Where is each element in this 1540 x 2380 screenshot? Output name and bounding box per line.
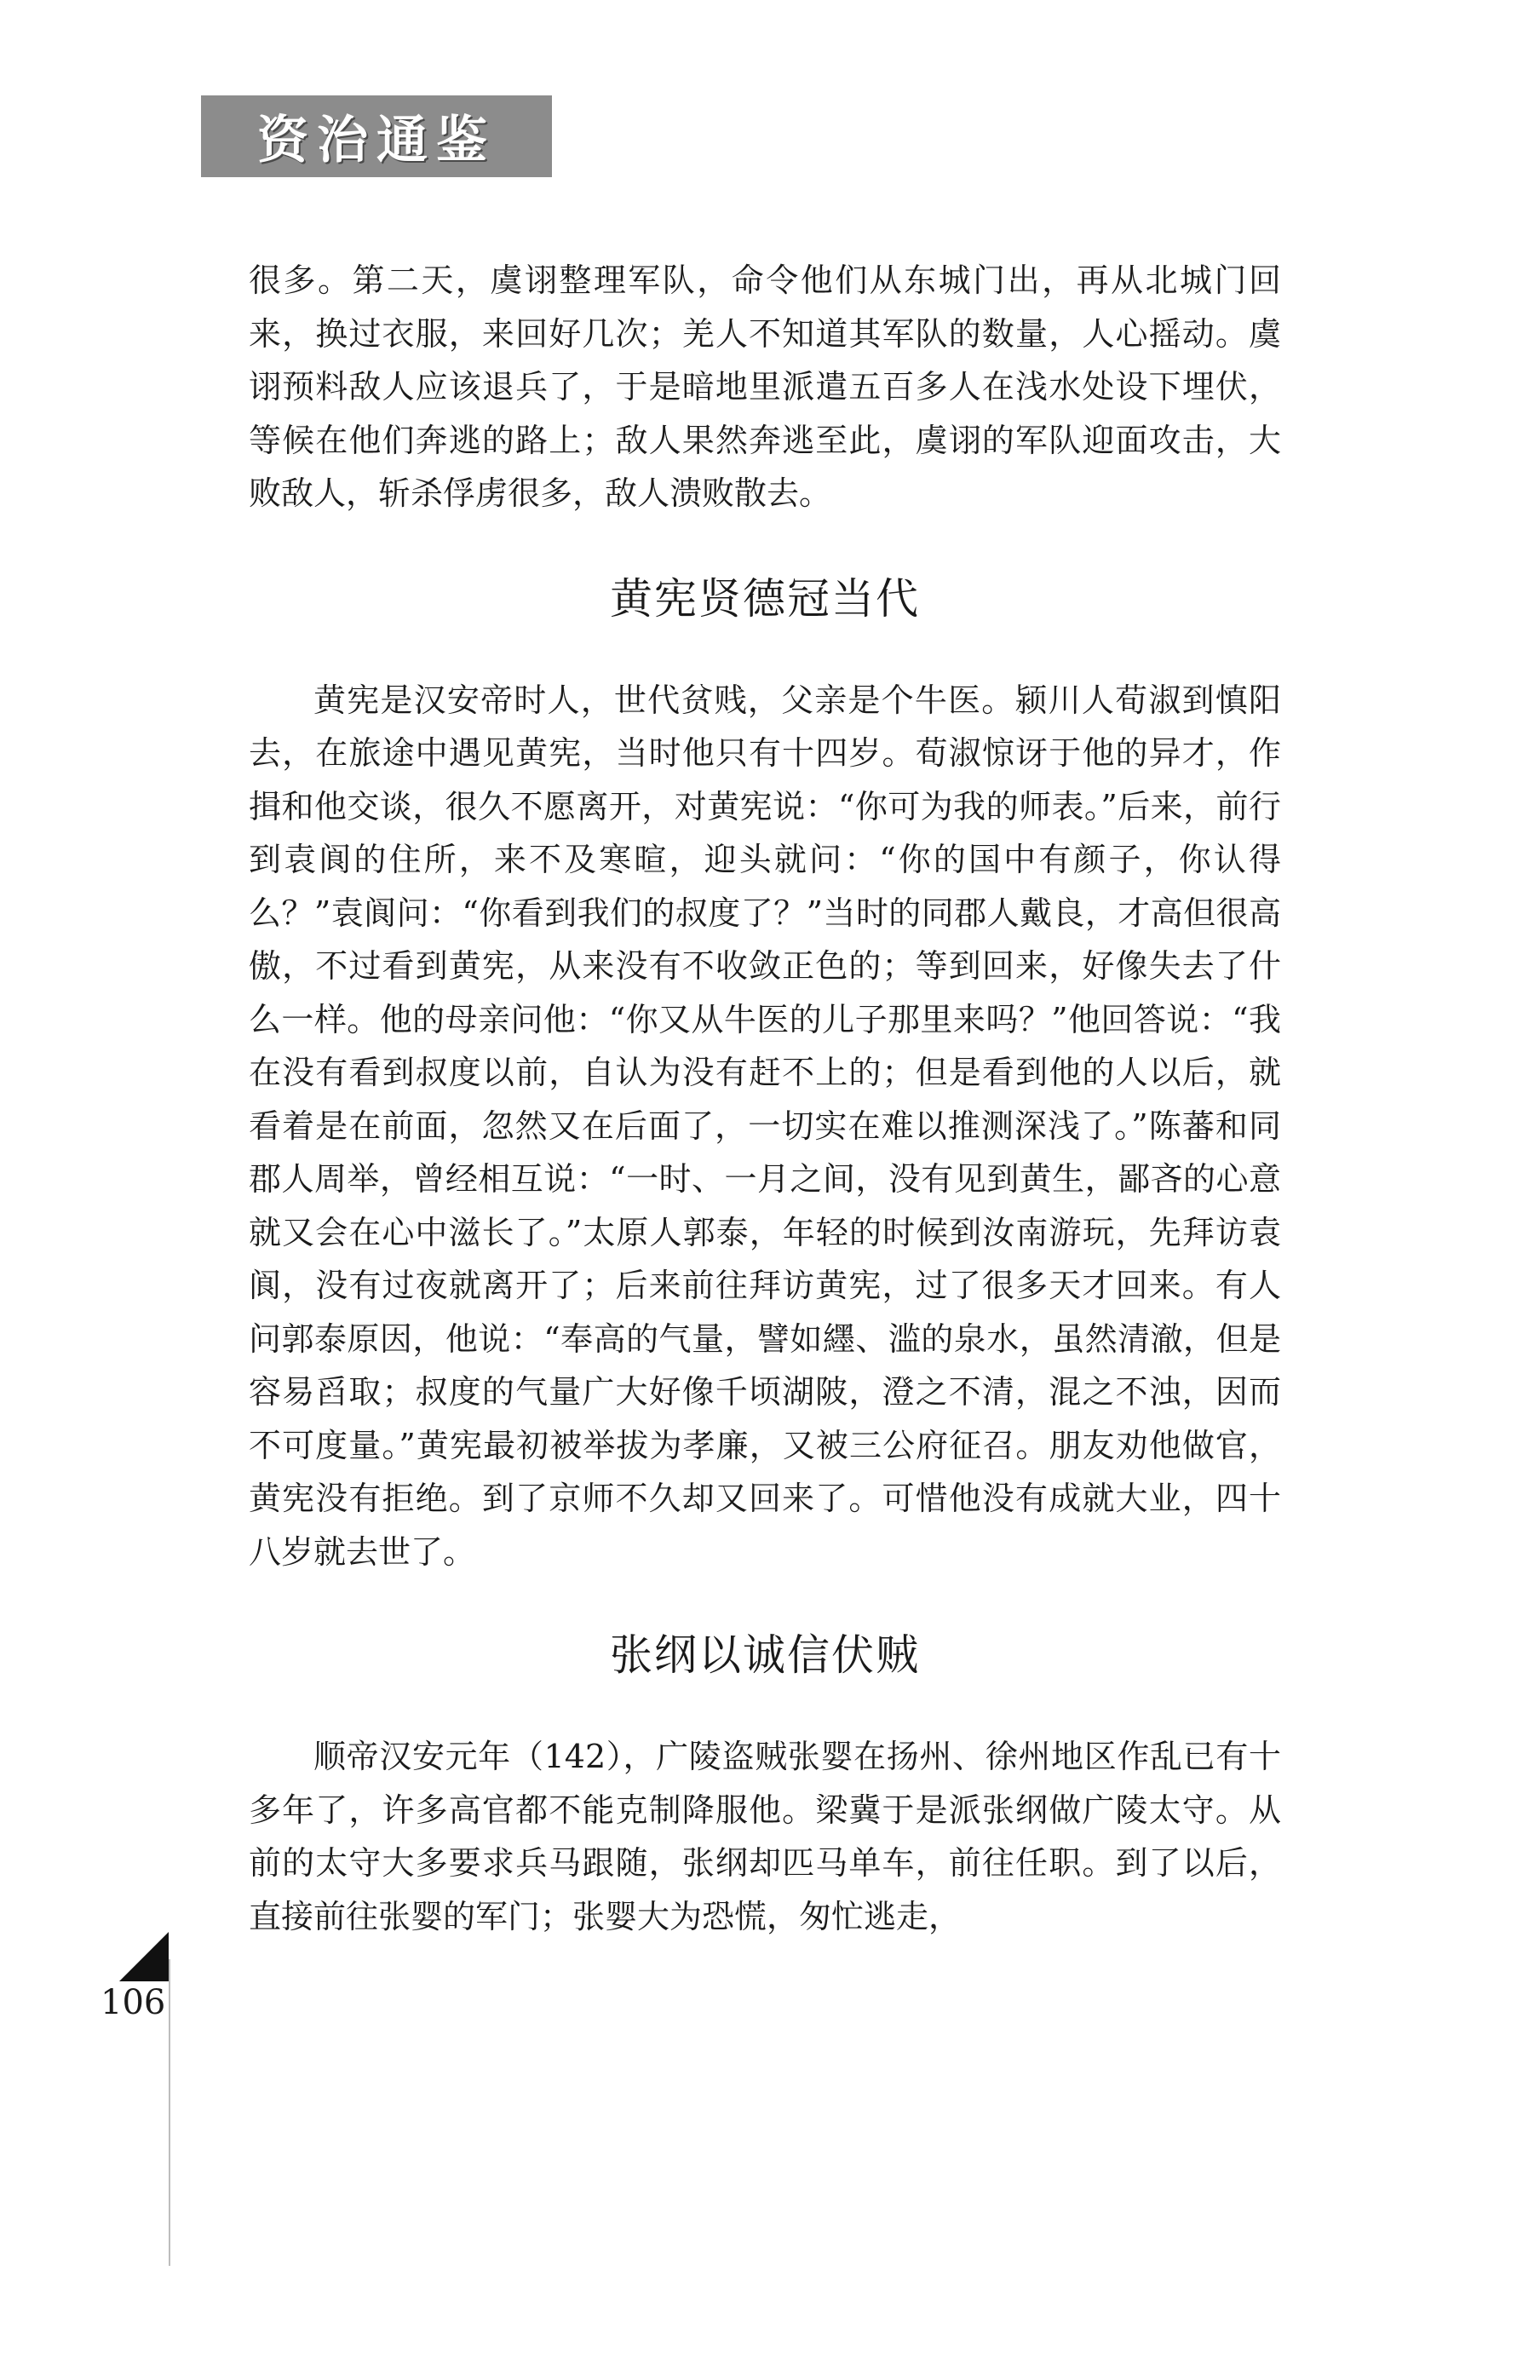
intro-paragraph: 很多。第二天，虞诩整理军队，命令他们从东城门出，再从北城门回来，换过衣服，来回好几次；羌人不知道其军队的数量，人心摇动。虞诩预料敌人应该退兵了，于是暗地里派遣五百多人在浅水处设下埋伏，等候在他们奔逃的路上；敌人果然奔逃至此，虞诩的军队迎面攻击，大败敌人，斩杀俘虏很多，敌人溃败散去。 — [249, 262, 1281, 512]
section-heading-huang-xian: 黄宪贤德冠当代 — [610, 573, 920, 624]
page-number: 106 — [101, 1983, 166, 2022]
page-body — [249, 254, 1281, 1943]
section-heading-zhang-gang: 张纲以诚信伏贼 — [610, 1630, 920, 1680]
book-title-banner — [201, 95, 552, 177]
margin-divider-line — [169, 1959, 170, 2266]
section-paragraph-zhang-gang: 顺帝汉安元年（142），广陵盗贼张婴在扬州、徐州地区作乱已有十多年了，许多高官都不能克制降服他。梁冀于是派张纲做广陵太守。从前的太守大多要求兵马跟随，张纲却匹马单车，前往任职。到了以后，直接前往张婴的军门；张婴大为恐慌，匆忙逃走， — [249, 1738, 1281, 1935]
section-paragraph-huang-xian: 黄宪是汉安帝时人，世代贫贱，父亲是个牛医。颍川人荀淑到慎阳去，在旅途中遇见黄宪，当时他只有十四岁。荀淑惊讶于他的异才，作揖和他交谈，很久不愿离开，对黄宪说：“你可为我的师表。”后来，前行到袁阆的住所，来不及寒暄，迎头就问：“你的国中有颜子，你认得么？”袁阆问：“你看到我们的叔度了？”当时的同郡人戴良，才高但很高傲，不过看到黄宪，从来没有不收敛正色的；等到回来，好像失去了什么一样。他的母亲问他：“你又从牛医的儿子那里来吗？”他回答说：“我在没有看到叔度以前，自认为没有赶不上的；但是看到他的人以后，就看着是在前面，忽然又在后面了，一切实在难以推测深浅了。”陈蕃和同郡人周举，曾经相互说：“一时、一月之间，没有见到黄生，鄙吝的心意就又会在心中滋长了。”太原人郭泰，年轻的时候到汝南游玩，先拜访袁阆，没有过夜就离开了；后来前往拜访黄宪，过了很多天才回来。有人问郭泰原因，他说：“奉高的气量，譬如纆、滥的泉水，虽然清澈，但是容易舀取；叔度的气量广大好像千顷湖陂，澄之不清，混之不浊，因而不可度量。”黄宪最初被举拔为孝廉，又被三公府征召。朋友劝他做官，黄宪没有拒绝。到了京师不久却又回来了。可惜他没有成就大业，四十八岁就去世了。 — [249, 681, 1281, 1571]
book-title: 资治通鉴 — [257, 111, 496, 170]
page-corner-triangle-icon — [119, 1932, 169, 1981]
